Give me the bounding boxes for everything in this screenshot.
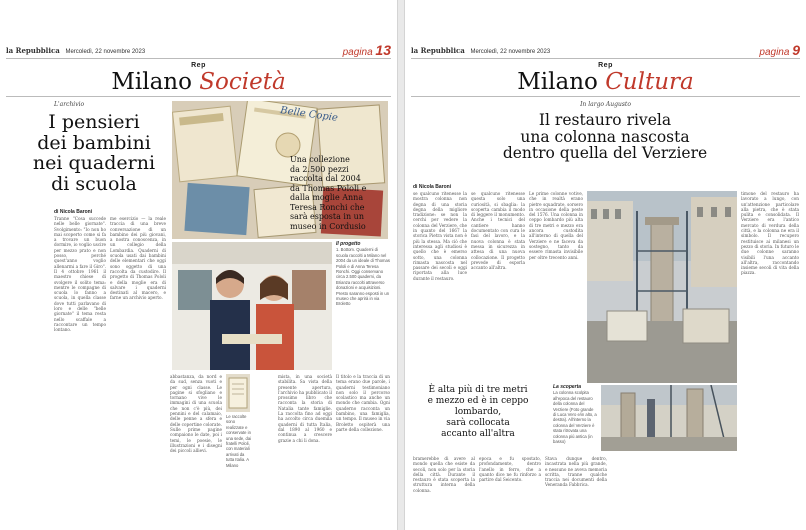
pullquote-line: accanto all'altra: [441, 429, 515, 439]
body-column-5: Il titolo e la traccia di un tema erano due parole, i quaderni testimoniano non solo il percorso scolastico ma anche un mondo che cambia. Ogni quaderno racconta un bambino, una famiglia, un tempo. Il museo in via Broletto ospiterà una parte della collezione.: [336, 374, 390, 432]
section-title-left: [0, 62, 397, 95]
headline-line: dei bambini: [37, 131, 151, 154]
body-column-5: epoca e fu spostato, profondamente, dentro l'anello in ferro, che a quanto dice ne fu rinforzo a partire dal Seicento.: [479, 456, 541, 483]
pull-quote: [290, 155, 388, 231]
pullquote-line: sarà esposta in un: [290, 212, 364, 221]
body-column-1: Tranne "Cosa succede nelle belle giornate". Svolgimento: "Io non ho mai scoperto come si fa a trovare un buon dormire, io voglio uscire per mezzo prato e non posso, perché quest'anno voglio allenarmi a fare il Giro". Il 4 ottobre 1961 il maestro chiese di svolgere il solito tema: mentre le compagne di scuola lo fanno a scuola, in quella classe dove tutti parlavano di loro e delle "belle giornate" il tema resta nello scaffale a raccontare un tempo lontano.: [54, 216, 106, 333]
photo-collectors: [172, 242, 332, 370]
headline-line: dentro quella del Verziere: [502, 144, 708, 163]
pullquote-line: sarà collocata: [446, 418, 510, 428]
newspaper-logo: la Repubblica: [411, 46, 465, 55]
body-column-2: se qualcuno ritenesse questa solo una curiosità, si sbaglia: la scoperta cambia il modo di leggere il monumento. Anche i tecnici del cantiere hanno documentato con cura le fasi del lavoro, e la nuova colonna è stata messa in sicurezza in attesa di una nuova collocazione. Il progetto prevede di esporla accanto all'altra.: [471, 191, 525, 271]
pullquote-line: dalla moglie Anna: [290, 193, 364, 202]
article-byline: di Nicola Baroni: [413, 184, 452, 190]
headline-line: di scuola: [51, 172, 137, 195]
photo-caption-box: [553, 385, 597, 444]
newspaper-page-right: [405, 0, 806, 530]
header-rule: [6, 58, 391, 59]
page-number: pagina 13: [342, 42, 391, 58]
pullquote-line: da Thomas Pololi e: [290, 183, 367, 193]
small-photo-caption: Le raccolte sono realizzate e conservate in una sede, dai fratelli Pololi, con materiali arrivati da tutta Italia. A Milano: [226, 414, 252, 468]
pullquote-line: museo in Cordusio: [290, 221, 366, 231]
body-column-3: abbastanza, da nord e da sud, senza vuoti e per ogni classe. Le pagine si sfogliano e tornano vive le immagini di una scuola che non c'è più, dei pennini e del calamaio, delle penne a sfera e delle copertine colorate. Sulle prime pagine compaiono le date, poi i temi, le poesie, le illustrazioni e i disegni dei piccoli allievi.: [170, 374, 222, 454]
section-name: Società: [199, 69, 286, 95]
pullquote-line: È alta più di tre metri: [428, 385, 528, 395]
article-kicker: L'archivio: [54, 101, 85, 108]
section-rule: [6, 96, 391, 97]
inner-column-illustration: [601, 385, 737, 451]
body-column-4: bramerebbe di avere al mondo quella che esiste da secoli, non solo per la storia della città. Durante il restauro è stata scoperta la struttura interna della colonna.: [413, 456, 475, 493]
body-column-2: me esercizio — la reale traccia di una breve conversazione di un bambino dei più giovani, a nostra conoscenza, in un collegio della Lombardia. Quaderni di scuola usati dai bambini delle elementari che oggi sono oggetto di una raccolta da custodire. Il progetto di Thomas Pololi e della moglie era di salvare i quaderni destinati al macero, e farne un archivio aperto.: [110, 216, 166, 301]
page-number: pagina 9: [759, 42, 800, 58]
issue-date: Mercoledì, 22 novembre 2023: [65, 49, 146, 55]
headline-line: I pensieri: [48, 111, 140, 133]
small-notebook-illustration: [226, 374, 250, 412]
rep-label: Rep: [191, 62, 206, 69]
pullquote-line: Teresa Ronchi che: [290, 202, 365, 212]
body-column-6: Stava dunque dentro, incastrata nella più grande, e nessuno ne aveva memoria scritta, tranne qualche traccia nei documenti della Veneranda Fabbrica.: [545, 456, 607, 488]
photo-caption-box: [336, 242, 390, 307]
collectors-illustration: [172, 242, 332, 370]
page-gutter: [397, 0, 405, 530]
article-headline: [465, 112, 745, 162]
pullquote-line: e mezzo ed è in ceppo: [427, 396, 529, 406]
body-column-4: mista, in una società stabilita. Sa vista della presente apertura, l'archivio ha pubblicato il prossimo libro che racconta la storia di Natalia tante famiglie. La raccolta fino ad oggi ha accolto circa duemila quaderni di tutta Italia, dal 1890 al 1960 e continua a crescere grazie a chi li dona.: [278, 374, 332, 443]
notebook-title: Belle Copie: [279, 105, 339, 124]
pull-quote: [413, 385, 543, 440]
column-illustration: [587, 191, 737, 383]
headline-line: Il restauro rivela: [538, 111, 672, 129]
body-column-7: timone del restauro ha lavorato a lungo, con un'attenzione particolare alla pietra, che è stata pulita e consolidata. Il Verziere era l'antico mercato di verdura della città, e la colonna ne era il simbolo. Il recupero restituisce ai milanesi un pezzo di storia. In futuro le due colonne saranno visibili l'una accanto all'altra, raccontando insieme secoli di vita della piazza.: [741, 191, 799, 276]
caption-text: La colonna scolpita all'epoca del restauro della colonna del Verziere (Foto grande di Luca Vero e/in alto, a destra). All'interno la colonna del Verziere è stata ritrovata una colonna più antica (in basso): [553, 390, 597, 445]
photo-inner-column: [601, 385, 737, 451]
section-city: Milano: [517, 69, 598, 95]
photo-column-restoration: [587, 191, 737, 383]
caption-title: La scoperta: [553, 384, 582, 390]
headline-line: una colonna nascosta: [520, 127, 690, 146]
caption-title: Il progetto: [336, 241, 361, 247]
pullquote-line: da 2.500 pezzi: [290, 164, 349, 174]
section-rule: [411, 96, 800, 97]
photo-notebook-small: [226, 374, 250, 412]
caption-text: 1. Bottom. Quaderni di scuola raccolti a Milano nel 2004 da un ideale di Thomas Pololi e di Anna Teresa Ronchi. Oggi conservano circa 2.500 quaderni, da Brianza raccolti attraverso donazioni e acquisizioni. Presto saranno esposti in un museo che aprirà in via Broletto: [336, 247, 390, 307]
masthead-right: [411, 42, 800, 58]
rep-label: Rep: [598, 62, 613, 69]
pullquote-line: Una collezione: [290, 155, 350, 164]
issue-date: Mercoledì, 22 novembre 2023: [470, 49, 551, 55]
section-name: Cultura: [605, 69, 694, 95]
pullquote-line: raccolta dal 2004: [290, 174, 361, 183]
headline-line: nei quaderni: [32, 152, 156, 175]
newspaper-logo: la Repubblica: [6, 46, 60, 55]
article-headline: [24, 112, 164, 194]
section-title-right: [405, 62, 806, 95]
article-byline: di Nicola Baroni: [54, 209, 93, 215]
article-kicker: In largo Augusto: [580, 101, 631, 108]
newspaper-page-left: [0, 0, 397, 530]
body-column-3: Le prime colonne votive, che in realtà erano pietre squadrate, sorsero in occasione della peste del 1576. Una colonna in ceppo lombardo più alta di tre metri e mezzo era ancora custodita all'interno di quella del Verziere e ne faceva da sostegno, tanto da essere rimasta invisibile per oltre trecento anni.: [529, 191, 583, 260]
section-city: Milano: [111, 69, 192, 95]
body-column-1: se qualcuno ritenesse la mostra colonna non degna di una storia degna della migliore tradizione: se non la cerchi per vedere la colonna del Verziere, che in quanto del 1667 la storica Pietra vista non è più la stessa. Ma ciò che interessa agli studiosi è quello che è emerso sotto, una colonna rimasta nascosta nel passare dei secoli e oggi riportata alla luce durante il restauro.: [413, 191, 467, 281]
pullquote-line: lombardo,: [454, 407, 502, 417]
header-rule: [411, 58, 800, 59]
masthead-left: [6, 42, 391, 58]
